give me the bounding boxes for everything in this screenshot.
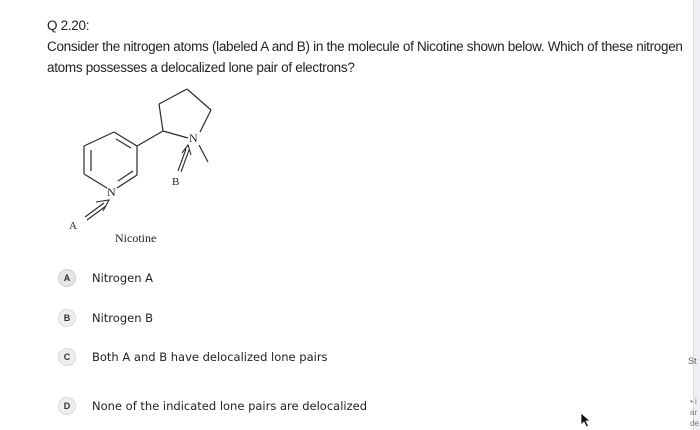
option-b-label: Nitrogen B: [92, 311, 154, 325]
option-a-marker[interactable]: A: [58, 269, 76, 287]
option-b-marker[interactable]: B: [58, 309, 76, 327]
arrow-b-icon: [178, 145, 191, 172]
label-b: B: [172, 176, 180, 188]
methyl-bond: [199, 145, 208, 162]
pyridine-ring: [84, 132, 137, 188]
side-fragment-line: ar: [690, 408, 698, 417]
nitrogen-b-atom: N: [189, 131, 198, 145]
label-a: A: [69, 220, 77, 232]
option-c-marker[interactable]: C: [58, 348, 76, 366]
mouse-cursor-icon: [580, 412, 592, 428]
option-d[interactable]: [58, 395, 367, 417]
arrow-a-icon: [85, 200, 109, 220]
molecule-caption: Nicotine: [115, 231, 157, 245]
option-b[interactable]: [58, 307, 153, 329]
option-d-label: None of the indicated lone pairs are delocalized: [92, 399, 368, 413]
side-panel-label: St: [688, 356, 697, 366]
side-fragment-line: • i: [690, 397, 697, 406]
option-c-label: Both A and B have delocalized lone pairs: [92, 350, 328, 364]
option-c[interactable]: [58, 346, 328, 368]
nitrogen-a-atom: N: [107, 185, 116, 199]
question-text: Consider the nitrogen atoms (labeled A and B) in the molecule of Nicotine shown below. Which of these nitrogen atoms possesses a delocalized lone pair of electrons?: [47, 39, 683, 75]
pyrrolidine-ring: [159, 89, 211, 138]
nicotine-structure: [60, 85, 260, 255]
side-fragment-line: de: [690, 419, 699, 428]
ring-link-bond: [137, 131, 163, 146]
option-a-label: Nitrogen A: [92, 271, 154, 285]
option-d-marker[interactable]: D: [58, 397, 76, 415]
question-number: Q 2.20:: [47, 18, 90, 33]
side-panel-fragment: [690, 396, 699, 429]
option-a[interactable]: [58, 267, 153, 289]
